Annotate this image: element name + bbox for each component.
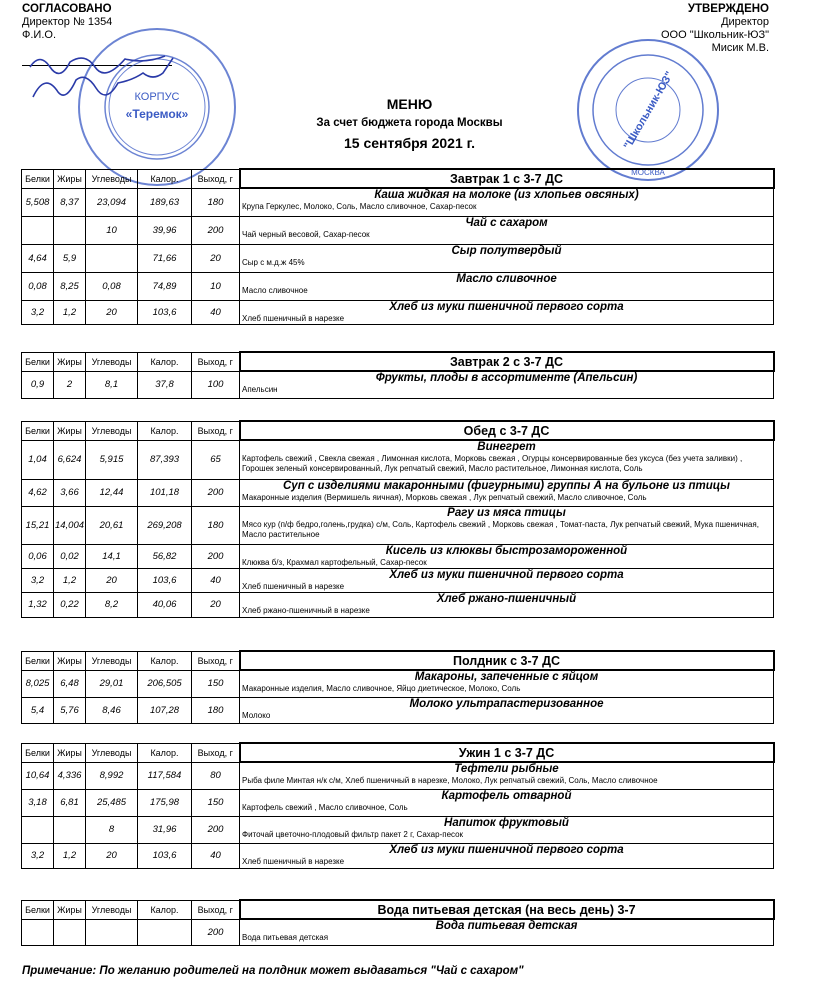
- dish-weight: 65: [192, 440, 240, 479]
- dish-name: Винегрет: [477, 441, 536, 453]
- dish-protein: 5,4: [22, 697, 54, 723]
- column-header: Углеводы: [86, 651, 138, 670]
- column-header: Жиры: [54, 651, 86, 670]
- dish-composition: Клюква б/з, Крахмал картофельный, Сахар-песок: [242, 557, 427, 567]
- dish-row: [22, 843, 774, 868]
- dish-row: [22, 592, 774, 617]
- dish-cell: [240, 697, 774, 723]
- dish-fat: 6,48: [54, 670, 86, 697]
- column-header: Калор.: [138, 743, 192, 762]
- dish-protein: 3,2: [22, 300, 54, 324]
- dish-composition: Макаронные изделия (Вермишель яичная), Морковь свежая , Лук репчатый свежий, Масло сливочное, Соль: [242, 492, 647, 502]
- dish-carbs: [86, 919, 138, 945]
- dish-calories: 71,66: [138, 244, 192, 272]
- dish-composition: Чай черный весовой, Сахар-песок: [242, 229, 370, 239]
- dish-protein: 3,2: [22, 843, 54, 868]
- column-header: Жиры: [54, 421, 86, 440]
- dish-composition: Картофель свежий , Масло сливочное, Соль: [242, 802, 408, 812]
- dish-calories: 56,82: [138, 544, 192, 568]
- column-header: Белки: [22, 169, 54, 188]
- dish-cell: [240, 789, 774, 816]
- dish-composition: Крупа Геркулес, Молоко, Соль, Масло сливочное, Сахар-песок: [242, 202, 477, 211]
- meal-table: [21, 650, 775, 724]
- dish-name: Тефтели рыбные: [454, 763, 559, 775]
- column-header: Белки: [22, 421, 54, 440]
- column-header: Белки: [22, 651, 54, 670]
- dish-fat: 8,37: [54, 188, 86, 216]
- dish-protein: 4,62: [22, 479, 54, 506]
- dish-cell: [240, 300, 774, 324]
- dish-cell: [240, 479, 774, 506]
- dish-calories: 107,28: [138, 697, 192, 723]
- dish-fat: 3,66: [54, 479, 86, 506]
- dish-calories: 269,208: [138, 506, 192, 544]
- dish-name: Хлеб ржано-пшеничный: [436, 592, 577, 605]
- meal-header-row: [22, 743, 774, 762]
- dish-carbs: 23,094: [86, 188, 138, 216]
- dish-weight: 80: [192, 762, 240, 789]
- column-header: Углеводы: [86, 743, 138, 762]
- dish-composition: Картофель свежий , Свекла свежая , Лимонная кислота, Морковь свежая , Огурцы консервированные без уксуса (без учета заливки) , Горошек зеленый консервированный, Лук репчатый свежий, Масло растительное, Лимонная кислота, Соль: [242, 454, 743, 473]
- dish-row: [22, 244, 774, 272]
- column-header: Углеводы: [86, 352, 138, 371]
- column-header: Углеводы: [86, 421, 138, 440]
- dish-carbs: 8: [86, 816, 138, 843]
- dish-calories: 37,8: [138, 371, 192, 398]
- dish-row: [22, 568, 774, 592]
- dish-cell: [240, 244, 774, 272]
- dish-fat: 5,76: [54, 697, 86, 723]
- dish-row: [22, 216, 774, 244]
- dish-composition: Рыба филе Минтая н/к с/м, Хлеб пшеничный в нарезке, Молоко, Лук репчатый свежий, Соль, Масло сливочное: [242, 776, 658, 785]
- dish-weight: 200: [192, 816, 240, 843]
- dish-protein: 15,21: [22, 506, 54, 544]
- dish-fat: 6,624: [54, 440, 86, 479]
- dish-weight: 200: [192, 216, 240, 244]
- column-header: Выход, г: [192, 169, 240, 188]
- dish-cell: [240, 843, 774, 868]
- dish-row: [22, 919, 774, 945]
- dish-name: Кисель из клюквы быстрозамороженной: [385, 544, 628, 557]
- dish-cell: [240, 919, 774, 945]
- meal-title: Вода питьевая детская (на весь день) 3-7: [240, 900, 774, 919]
- footnote: Примечание: По желанию родителей на полдник может выдаваться "Чай с сахаром": [22, 965, 524, 977]
- dish-carbs: 20: [86, 568, 138, 592]
- column-header: Калор.: [138, 900, 192, 919]
- stamp-left-line2: «Теремок»: [125, 107, 189, 121]
- dish-composition: Молоко: [242, 710, 271, 720]
- dish-cell: [240, 216, 774, 244]
- dish-weight: 180: [192, 697, 240, 723]
- dish-name: Хлеб из муки пшеничной первого сорта: [389, 300, 624, 313]
- meal-title: Обед с 3-7 ДС: [240, 421, 774, 440]
- dish-weight: 20: [192, 244, 240, 272]
- column-header: Жиры: [54, 169, 86, 188]
- dish-carbs: 8,992: [86, 762, 138, 789]
- dish-carbs: 29,01: [86, 670, 138, 697]
- stamp-right-center: "Школьник-ЮЗ": [621, 69, 677, 152]
- dish-protein: [22, 919, 54, 945]
- dish-name: Суп с изделиями макаронными (фигурными) группы А на бульоне из птицы: [283, 479, 730, 492]
- dish-name: Сыр полутвердый: [451, 244, 562, 257]
- dish-carbs: 10: [86, 216, 138, 244]
- dish-fat: 2: [54, 371, 86, 398]
- dish-weight: 150: [192, 789, 240, 816]
- dish-row: [22, 272, 774, 300]
- dish-row: [22, 697, 774, 723]
- meal-title: Полдник с 3-7 ДС: [240, 651, 774, 670]
- dish-calories: 189,63: [138, 188, 192, 216]
- dish-row: [22, 506, 774, 544]
- column-header: Углеводы: [86, 169, 138, 188]
- dish-composition: Хлеб пшеничный в нарезке: [242, 856, 345, 866]
- dish-name: Рагу из мяса птицы: [447, 506, 566, 519]
- meal-table: [21, 899, 775, 946]
- dish-cell: [240, 592, 774, 617]
- column-header: Выход, г: [192, 900, 240, 919]
- dish-cell: [240, 762, 774, 789]
- dish-weight: 200: [192, 479, 240, 506]
- approved-title: УТВЕРЖДЕНО: [687, 3, 769, 15]
- dish-fat: 1,2: [54, 843, 86, 868]
- dish-row: [22, 544, 774, 568]
- meal-header-row: [22, 169, 774, 188]
- dish-carbs: 8,1: [86, 371, 138, 398]
- dish-fat: 0,02: [54, 544, 86, 568]
- dish-carbs: 5,915: [86, 440, 138, 479]
- stamp-left-line1: КОРПУС: [134, 91, 180, 103]
- dish-protein: 8,025: [22, 670, 54, 697]
- dish-fat: 0,22: [54, 592, 86, 617]
- meal-table: [21, 420, 775, 618]
- column-header: Белки: [22, 743, 54, 762]
- meal-header-row: [22, 421, 774, 440]
- dish-name: Фрукты, плоды в ассортименте (Апельсин): [375, 372, 638, 384]
- dish-weight: 100: [192, 371, 240, 398]
- dish-calories: [138, 919, 192, 945]
- dish-cell: [240, 544, 774, 568]
- dish-weight: 200: [192, 544, 240, 568]
- meal-title: Ужин 1 с 3-7 ДС: [240, 743, 774, 762]
- dish-cell: [240, 506, 774, 544]
- dish-carbs: 14,1: [86, 544, 138, 568]
- dish-cell: [240, 670, 774, 697]
- page-title: МЕНЮ: [386, 96, 433, 112]
- dish-weight: 10: [192, 272, 240, 300]
- dish-row: [22, 816, 774, 843]
- approval-fio: Ф.И.О.: [22, 29, 56, 41]
- dish-protein: 3,18: [22, 789, 54, 816]
- dish-calories: 103,6: [138, 568, 192, 592]
- column-header: Выход, г: [192, 743, 240, 762]
- dish-protein: 10,64: [22, 762, 54, 789]
- dish-carbs: 25,485: [86, 789, 138, 816]
- dish-cell: [240, 440, 774, 479]
- dish-composition: Макаронные изделия, Масло сливочное, Яйцо диетическое, Молоко, Соль: [242, 684, 521, 693]
- column-header: Выход, г: [192, 421, 240, 440]
- dish-cell: [240, 371, 774, 398]
- dish-carbs: 12,44: [86, 479, 138, 506]
- dish-carbs: 20: [86, 843, 138, 868]
- dish-protein: [22, 816, 54, 843]
- dish-protein: 0,9: [22, 371, 54, 398]
- column-header: Калор.: [138, 651, 192, 670]
- dish-calories: 74,89: [138, 272, 192, 300]
- column-header: Жиры: [54, 743, 86, 762]
- dish-row: [22, 789, 774, 816]
- dish-row: [22, 479, 774, 506]
- dish-row: [22, 762, 774, 789]
- column-header: Калор.: [138, 421, 192, 440]
- column-header: Калор.: [138, 352, 192, 371]
- approval-position: Директор № 1354: [22, 16, 113, 28]
- dish-protein: [22, 216, 54, 244]
- dish-protein: 5,508: [22, 188, 54, 216]
- dish-name: Картофель отварной: [441, 789, 572, 802]
- column-header: Углеводы: [86, 900, 138, 919]
- column-header: Белки: [22, 900, 54, 919]
- meal-header-row: [22, 651, 774, 670]
- dish-cell: [240, 188, 774, 216]
- meal-header-row: [22, 352, 774, 371]
- dish-calories: 39,96: [138, 216, 192, 244]
- dish-weight: 180: [192, 506, 240, 544]
- dish-name: Каша жидкая на молоке (из хлопьев овсяных): [374, 189, 639, 201]
- dish-fat: 5,9: [54, 244, 86, 272]
- dish-name: Чай с сахаром: [465, 216, 548, 229]
- dish-weight: 40: [192, 568, 240, 592]
- dish-protein: 0,06: [22, 544, 54, 568]
- dish-calories: 206,505: [138, 670, 192, 697]
- dish-name: Молоко ультрапастеризованное: [409, 697, 604, 710]
- dish-row: [22, 371, 774, 398]
- dish-name: Макароны, запеченные с яйцом: [414, 671, 599, 683]
- dish-composition: Сыр с м.д.ж 45%: [242, 257, 305, 267]
- dish-fat: 6,81: [54, 789, 86, 816]
- dish-row: [22, 188, 774, 216]
- approval-title: СОГЛАСОВАНО: [22, 3, 112, 15]
- stamp-right-city: МОСКВА: [631, 168, 665, 177]
- dish-cell: [240, 272, 774, 300]
- dish-protein: 0,08: [22, 272, 54, 300]
- approved-name: Мисик М.В.: [711, 42, 769, 54]
- dish-fat: 14,004: [54, 506, 86, 544]
- dish-calories: 31,96: [138, 816, 192, 843]
- dish-fat: [54, 216, 86, 244]
- dish-calories: 101,18: [138, 479, 192, 506]
- dish-protein: 1,32: [22, 592, 54, 617]
- dish-name: Хлеб из муки пшеничной первого сорта: [389, 568, 624, 581]
- dish-fat: [54, 919, 86, 945]
- menu-date: 15 сентября 2021 г.: [344, 135, 475, 151]
- dish-name: Вода питьевая детская: [435, 920, 578, 932]
- dish-weight: 180: [192, 188, 240, 216]
- dish-carbs: 20: [86, 300, 138, 324]
- dish-fat: [54, 816, 86, 843]
- column-header: Жиры: [54, 352, 86, 371]
- meal-header-row: [22, 900, 774, 919]
- dish-composition: Вода питьевая детская: [242, 933, 329, 942]
- dish-fat: 1,2: [54, 568, 86, 592]
- dish-protein: 3,2: [22, 568, 54, 592]
- meal-table: [21, 168, 775, 325]
- dish-cell: [240, 568, 774, 592]
- meal-table: [21, 742, 775, 869]
- dish-cell: [240, 816, 774, 843]
- meal-title: Завтрак 2 с 3-7 ДС: [240, 352, 774, 371]
- approved-company: ООО "Школьник-ЮЗ": [660, 29, 769, 41]
- dish-protein: 4,64: [22, 244, 54, 272]
- dish-carbs: 8,46: [86, 697, 138, 723]
- meal-table: [21, 351, 775, 399]
- dish-calories: 103,6: [138, 843, 192, 868]
- dish-row: [22, 670, 774, 697]
- dish-composition: Хлеб пшеничный в нарезке: [242, 313, 345, 323]
- dish-carbs: [86, 244, 138, 272]
- meal-title: Завтрак 1 с 3-7 ДС: [240, 169, 774, 188]
- dish-fat: 8,25: [54, 272, 86, 300]
- column-header: Выход, г: [192, 651, 240, 670]
- dish-composition: Хлеб пшеничный в нарезке: [242, 581, 345, 591]
- dish-calories: 175,98: [138, 789, 192, 816]
- dish-composition: Апельсин: [242, 385, 278, 394]
- dish-weight: 20: [192, 592, 240, 617]
- dish-calories: 103,6: [138, 300, 192, 324]
- column-header: Белки: [22, 352, 54, 371]
- dish-weight: 200: [192, 919, 240, 945]
- dish-composition: Масло сливочное: [242, 285, 308, 295]
- dish-calories: 40,06: [138, 592, 192, 617]
- column-header: Жиры: [54, 900, 86, 919]
- dish-name: Напиток фруктовый: [444, 816, 569, 829]
- column-header: Калор.: [138, 169, 192, 188]
- dish-calories: 117,584: [138, 762, 192, 789]
- dish-fat: 4,336: [54, 762, 86, 789]
- approved-position: Директор: [721, 16, 769, 28]
- dish-row: [22, 440, 774, 479]
- dish-carbs: 8,2: [86, 592, 138, 617]
- dish-weight: 150: [192, 670, 240, 697]
- dish-carbs: 0,08: [86, 272, 138, 300]
- dish-carbs: 20,61: [86, 506, 138, 544]
- page-subtitle: За счет бюджета города Москвы: [316, 117, 503, 129]
- dish-composition: Фиточай цветочно-плодовый фильтр пакет 2 г, Сахар-песок: [242, 829, 464, 839]
- dish-composition: Хлеб ржано-пшеничный в нарезке: [242, 605, 370, 615]
- dish-fat: 1,2: [54, 300, 86, 324]
- dish-weight: 40: [192, 300, 240, 324]
- dish-name: Масло сливочное: [456, 272, 557, 285]
- dish-calories: 87,393: [138, 440, 192, 479]
- column-header: Выход, г: [192, 352, 240, 371]
- dish-composition: Мясо кур (п/ф бедро,голень,грудка) с/м, Соль, Картофель свежий , Морковь свежая , Томат-паста, Лук репчатый свежий, Мука пшеничная, Масло растительное: [242, 519, 759, 539]
- dish-weight: 40: [192, 843, 240, 868]
- dish-protein: 1,04: [22, 440, 54, 479]
- dish-row: [22, 300, 774, 324]
- dish-name: Хлеб из муки пшеничной первого сорта: [389, 843, 624, 856]
